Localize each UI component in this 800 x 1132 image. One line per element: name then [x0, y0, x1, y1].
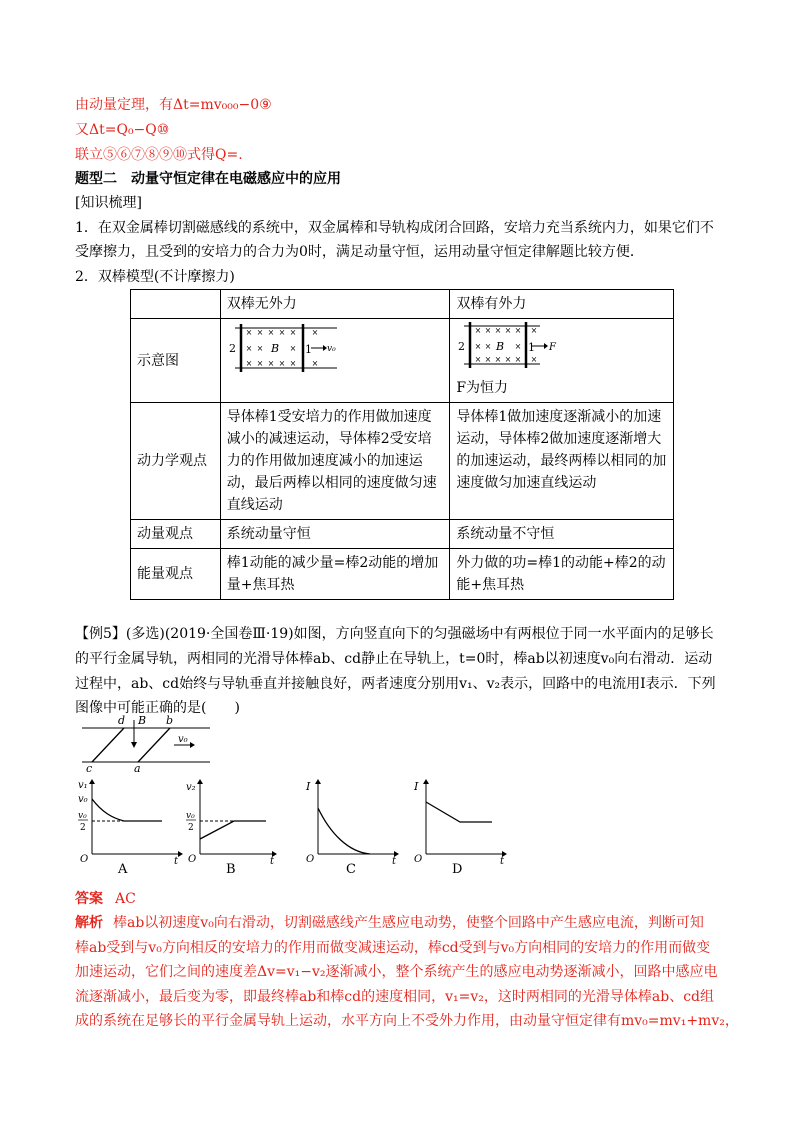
- origin-label: O: [306, 854, 315, 864]
- svg-text:×: ×: [530, 355, 538, 364]
- tick-label: 2: [80, 823, 86, 833]
- table-row-label: 示意图: [131, 319, 221, 403]
- two-rod-diagram-no-force: [227, 322, 347, 374]
- table-corner: [131, 290, 221, 319]
- svg-text:×: ×: [245, 344, 253, 353]
- svg-text:×: ×: [514, 326, 522, 335]
- svg-text:×: ×: [474, 342, 482, 351]
- paragraph-line: 1．在双金属棒切割磁感线的系统中，双金属棒和导轨构成闭合回路，安培力充当系统内力，如果它们不: [75, 220, 714, 236]
- table-cell: 系统动量不守恒: [450, 520, 674, 549]
- axis-label: v₂: [186, 782, 196, 793]
- svg-text:×: ×: [289, 359, 297, 368]
- svg-text:×: ×: [256, 359, 264, 368]
- tick-label: v₀: [78, 794, 88, 805]
- answer-line: [75, 890, 136, 908]
- section-heading: 题型二 动量守恒定律在电磁感应中的应用: [75, 171, 341, 187]
- svg-text:×: ×: [514, 355, 522, 364]
- rod-end-label: b: [166, 714, 174, 727]
- table-cell: 系统动量守恒: [220, 520, 450, 549]
- svg-text:×: ×: [278, 328, 286, 337]
- axis-label: t: [392, 856, 397, 864]
- graph-b: [182, 778, 292, 864]
- table-row-label: 动力学观点: [131, 403, 221, 520]
- subsection-label: [知识梳理]: [75, 195, 142, 211]
- axis-label: I: [414, 780, 419, 793]
- svg-text:×: ×: [504, 355, 512, 364]
- table-row-label: 能量观点: [131, 549, 221, 600]
- axis-label: v₁: [78, 780, 88, 791]
- rod-end-label: d: [118, 714, 126, 727]
- field-label: B: [270, 342, 279, 355]
- svg-text:×: ×: [514, 342, 522, 351]
- force-label: F: [549, 342, 557, 353]
- svg-text:×: ×: [530, 326, 538, 335]
- diagram-cell: [220, 319, 450, 403]
- analysis-line: 棒ab受到与v₀方向相反的安培力的作用而做变减速运动，棒cd受到与v₀方向相同的安培力的作用而做变: [75, 940, 711, 956]
- svg-text:×: ×: [504, 326, 512, 335]
- text-line: 由动量定理，有Δt=mv₀₀₀−0⑨: [75, 97, 272, 113]
- rails-figure: [78, 714, 218, 772]
- svg-text:×: ×: [311, 359, 319, 368]
- example-line: 过程中，ab、cd始终与导轨垂直并接触良好，两者速度分别用v₁、v₂表示，回路中的电流用I表示．下列: [75, 676, 716, 692]
- paragraph-line: 2．双棒模型(不计摩擦力): [75, 269, 235, 285]
- origin-label: O: [188, 854, 197, 864]
- field-label: B: [496, 340, 505, 353]
- svg-text:×: ×: [484, 355, 492, 364]
- svg-text:×: ×: [256, 328, 264, 337]
- axis-label: t: [270, 856, 275, 864]
- table-cell: 导体棒1受安培力的作用做加速度减小的减速运动，导体棒2受安培力的作用做加速度减小的加速运动，最后两棒以相同的速度做匀速直线运动: [220, 403, 450, 520]
- analysis-text: 棒ab以初速度v₀向右滑动，切割磁感线产生感应电动势，使整个回路中产生感应电流，判断可知: [113, 915, 704, 931]
- text-line: 联立⑤⑥⑦⑧⑨⑩式得Q=.: [75, 147, 243, 163]
- option-label: B: [226, 862, 236, 877]
- example-line: 【例5】(多选)(2019·全国卷Ⅲ·19)如图，方向竖直向下的匀强磁场中有两根位于同一水平面内的足够长: [75, 626, 714, 642]
- graph-d: [408, 778, 518, 864]
- paragraph-line: 受摩擦力，且受到的安培力的合力为0时，满足动量守恒，运用动量守恒定律解题比较方便．: [75, 244, 644, 260]
- svg-text:×: ×: [311, 328, 319, 337]
- svg-text:×: ×: [474, 326, 482, 335]
- svg-text:×: ×: [245, 359, 253, 368]
- force-note: F为恒力: [456, 380, 509, 396]
- rod-number: 2: [458, 340, 466, 353]
- svg-text:×: ×: [494, 326, 502, 335]
- svg-text:×: ×: [289, 344, 297, 353]
- answer-label: 答案: [75, 891, 103, 907]
- option-label: C: [346, 862, 356, 877]
- text-line: 又Δt=Q₀−Q⑩: [75, 122, 170, 138]
- svg-text:×: ×: [256, 344, 264, 353]
- svg-text:×: ×: [278, 359, 286, 368]
- rod-end-label: c: [86, 762, 93, 772]
- option-label: A: [118, 862, 128, 877]
- rod-number: 1: [528, 341, 536, 354]
- comparison-table: [130, 289, 674, 600]
- svg-text:×: ×: [245, 328, 253, 337]
- origin-label: O: [414, 854, 423, 864]
- two-rod-diagram-with-force: [456, 322, 576, 370]
- axis-label: t: [500, 856, 505, 864]
- table-cell: 导体棒1做加速度逐渐减小的加速运动，导体棒2做加速度逐渐增大的加速运动，最终两棒以相同的加速度做匀加速直线运动: [450, 403, 674, 520]
- table-cell: 外力做的功=棒1的动能+棒2的动能+焦耳热: [450, 549, 674, 600]
- analysis-line: 加速运动，它们之间的速度差Δv=v₁−v₂逐渐减小，整个系统产生的感应电动势逐渐减小，回路中感应电: [75, 964, 718, 980]
- table-header: 双棒无外力: [220, 290, 450, 319]
- svg-text:×: ×: [289, 328, 297, 337]
- analysis-label: 解析: [75, 915, 103, 931]
- svg-text:×: ×: [484, 326, 492, 335]
- diagram-cell: [450, 319, 674, 403]
- example-line: 的平行金属导轨，两相同的光滑导体棒ab、cd静止在导轨上，t=0时，棒ab以初速度v₀向右滑动．运动: [75, 651, 713, 667]
- tick-label: v₀: [186, 811, 195, 821]
- analysis-line: 成的系统在足够长的平行金属导轨上运动，水平方向上不受外力作用，由动量守恒定律有mv₀=mv₁+mv₂，: [75, 1013, 739, 1029]
- example-line: 图像中可能正确的是( ): [75, 700, 240, 716]
- velocity-label: v₀: [178, 734, 188, 745]
- tick-label: v₀: [78, 811, 87, 821]
- analysis-line: 流逐渐减小，最后变为零，即最终棒ab和棒cd的速度相同，v₁=v₂，这时两相同的光滑导体棒ab、cd组: [75, 989, 714, 1005]
- svg-text:×: ×: [267, 328, 275, 337]
- velocity-label: v₀: [326, 344, 336, 354]
- answer-value: AC: [115, 891, 136, 907]
- origin-label: O: [80, 854, 89, 864]
- tick-label: 2: [188, 823, 194, 833]
- svg-text:×: ×: [474, 355, 482, 364]
- axis-label: t: [174, 856, 179, 864]
- svg-text:×: ×: [484, 342, 492, 351]
- table-header: 双棒有外力: [450, 290, 674, 319]
- axis-label: I: [306, 780, 311, 793]
- rod-end-label: a: [134, 762, 141, 772]
- rod-number: 1: [304, 343, 312, 356]
- graph-c: [300, 778, 410, 864]
- option-label: D: [452, 862, 463, 877]
- analysis-line: [75, 914, 704, 932]
- graph-a: [74, 778, 184, 864]
- table-cell: 棒1动能的减少量=棒2动能的增加量+焦耳热: [220, 549, 450, 600]
- field-label: B: [138, 714, 147, 727]
- svg-text:×: ×: [267, 359, 275, 368]
- rod-number: 2: [228, 342, 236, 355]
- table-row-label: 动量观点: [131, 520, 221, 549]
- svg-text:×: ×: [494, 355, 502, 364]
